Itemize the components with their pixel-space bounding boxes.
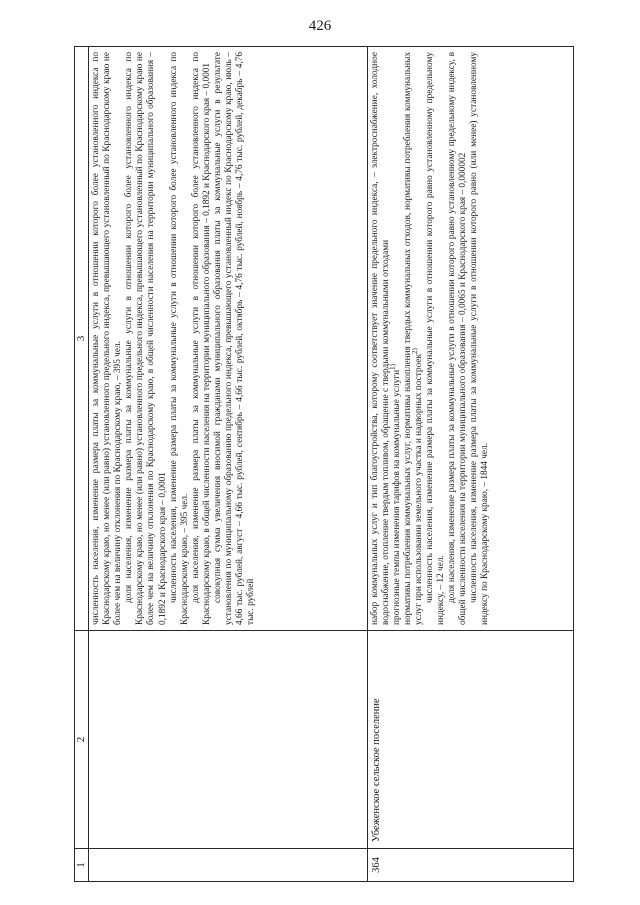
tariffs-label: прогнозные темпы изменения тарифов на коммунальные услуги — [391, 369, 402, 625]
tariffs-line — [388, 52, 403, 625]
norms-footnote-mark: 2) — [410, 348, 419, 354]
rotated-table-frame — [74, 46, 574, 882]
row-desc-cell — [367, 47, 573, 631]
table-header-row — [75, 47, 89, 882]
table-row-continuation — [89, 47, 368, 882]
norms-line — [403, 52, 425, 625]
continuation-desc-cell — [89, 47, 368, 631]
header-col-3: 3 — [75, 47, 89, 631]
rotated-table-container — [74, 46, 574, 882]
norms-text: нормативы потребления коммунальных услуг, нормативы накопления твердых коммунальных отходов, нормативы потребления коммунальных услуг при использовании земельного участка и надворных построек — [402, 52, 424, 625]
continuation-num-cell — [89, 849, 368, 882]
table-row-364 — [367, 47, 573, 882]
services-intro: набор коммунальных услуг и тип благоустройства, которому соответствует значение предельного индекса, – электроснабжение, холодное водоснабжение, отопление твердым топливом, обращение с твердыми коммунальными отходами — [369, 52, 391, 625]
continuation-name-cell — [89, 631, 368, 849]
desc-paragraph: численность населения, изменение размера платы за коммунальные услуги в отношении которого более установленного индекса по Краснодарскому краю, но менее (или равно) установленного предельного индекса, превышающего установленный по Краснодарскому краю не более чем на величину отклонения по Краснодарскому краю, – 395 чел. — [91, 52, 124, 625]
desc-paragraph: численность населения, изменение размера платы за коммунальные услуги в отношении которого более установленного индекса по Краснодарскому краю, – 395 чел. — [168, 52, 190, 625]
header-col-1: 1 — [75, 849, 89, 882]
page-number: 426 — [308, 18, 332, 34]
desc-paragraph: доля населения, изменение размера платы за коммунальные услуги в отношении которого более установленного индекса по Краснодарскому краю, но менее (или равно) установленного предельного индекса, превышающего установленный по Краснодарскому краю не более чем на величину отклонения по Краснодарскому краю, в общей численности населения на территории муниципального образования – 0,1892 и Краснодарского края – 0,0001 — [124, 52, 168, 625]
desc-paragraph: доля населения, изменение размера платы за коммунальные услуги в отношении которого равно установленному предельному индексу, в общей численности населения на территории муниципального образования – 0,0065 и Краснодарского края – 0,000002 — [447, 52, 469, 625]
tariffs-footnote-mark: 1) — [388, 364, 397, 370]
desc-paragraph: совокупная сумма увеличения вносимой гражданами муниципального образования платы за коммунальные услуги в результате установления по муниципальному образованию предельного индекса, превышающего установленный индекс по Краснодарскому краю, июль – 4,66 тыс. рублей, август – 4,66 тыс. рублей, сентябрь – 4,66 тыс. рублей, октябрь – 4,76 тыс. рублей, ноябрь – 4,76 тыс. рублей, декабрь – 4,76 тыс. рублей — [213, 52, 257, 625]
desc-paragraph: численность населения, изменение размера платы за коммунальные услуги в отношении которого равно установленному предельному индексу, – 12 чел. — [425, 52, 447, 625]
document-table — [74, 46, 574, 882]
settlement-name-cell: Убеженское сельское поселение — [367, 631, 573, 849]
row-number-cell: 364 — [367, 849, 573, 882]
desc-paragraph: численность населения, изменение размера платы за коммунальные услуги в отношении которого равно (или менее) установленному индексу по Краснодарскому краю, – 1844 чел. — [469, 52, 491, 625]
header-col-2: 2 — [75, 631, 89, 849]
desc-paragraph: доля населения, изменение размера платы за коммунальные услуги в отношении которого более установленного индекса по Краснодарскому краю, в общей численности населения на территории муниципального образования – 0,1892 и Краснодарского края – 0,0001 — [190, 52, 212, 625]
